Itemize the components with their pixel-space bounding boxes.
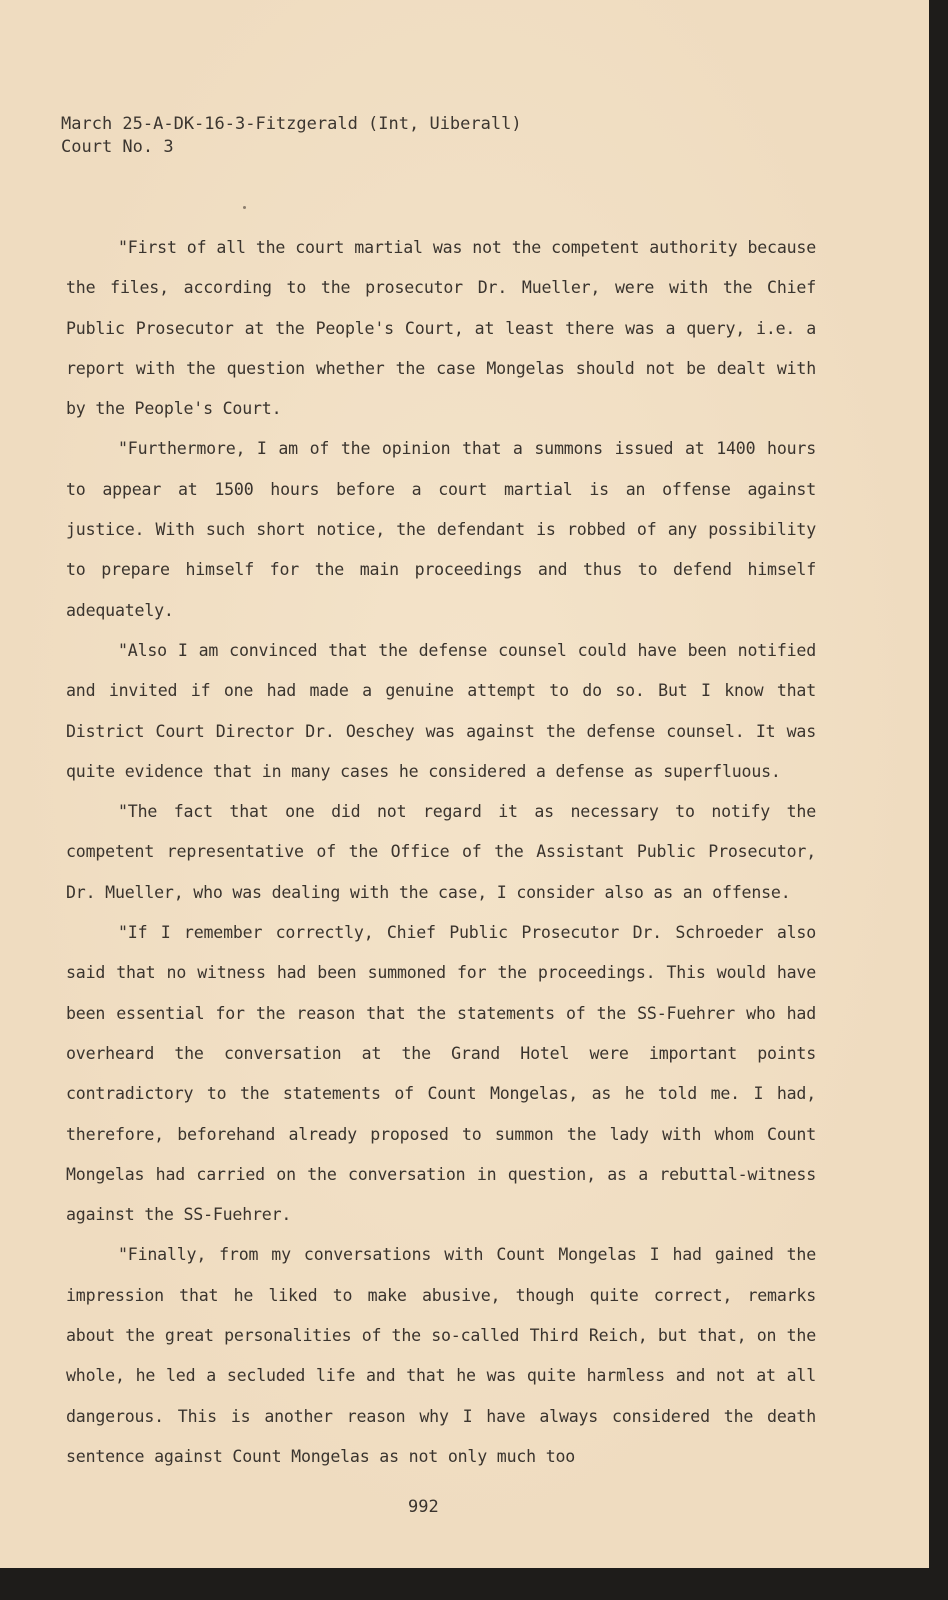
paper-mark xyxy=(243,206,246,209)
scan-edge-bottom xyxy=(0,1568,948,1600)
paragraph-defense-counsel: "Also I am convinced that the defense counsel could have been notified and invited if one had made a genuine attempt to do so. But I know that District Court Director Dr. Oeschey was against the defense counsel. It was quite evidence that in many cases he considered a defense as superfluous. xyxy=(66,640,816,781)
document-header xyxy=(61,113,522,159)
paragraph-impression: "Finally, from my conversations with Count Mongelas I had gained the impression that he liked to make abusive, though quite correct, remarks about the great personalities of the so-called Third Reich, but that, on the whole, he led a secluded life and that he was quite harmless and not at all dangerous. This is another reason why I have always considered the death sentence against Count Mongelas as not only much too xyxy=(66,1245,816,1466)
header-court-line: Court No. 3 xyxy=(61,137,174,157)
scan-edge-right xyxy=(929,0,948,1600)
paragraph-witness: "If I remember correctly, Chief Public Prosecutor Dr. Schroeder also said that no witness had been summoned for the proceedings. This would have been essential for the reason that the statements of the SS-Fuehrer who had overheard the conversation at the Grand Hotel were important points contradictory to the statements of Count Mongelas, as he told me. I had, therefore, beforehand already proposed to summon the lady with whom Count Mongelas had carried on the conversation in question, as a rebuttal-witness against the SS-Fuehrer. xyxy=(66,923,816,1225)
paragraph-competent-authority: "First of all the court martial was not the competent authority because the files, according to the prosecutor Dr. Mueller, were with the Chief Public Prosecutor at the People's Court, at least there was a query, i.e. a report with the question whether the case Mongelas should not be dealt with by the People's Court. xyxy=(66,238,816,419)
page-number: 992 xyxy=(408,1497,439,1517)
header-reference-line: March 25-A-DK-16-3-Fitzgerald (Int, Uiberall) xyxy=(61,114,522,134)
document-body xyxy=(66,228,816,1477)
paragraph-summons: "Furthermore, I am of the opinion that a summons issued at 1400 hours to appear at 1500 hours before a court martial is an offense against justice. With such short notice, the defendant is robbed of any possibility to prepare himself for the main proceedings and thus to defend himself adequately. xyxy=(66,439,816,620)
paragraph-public-prosecutor: "The fact that one did not regard it as necessary to notify the competent representative of the Office of the Assistant Public Prosecutor, Dr. Mueller, who was dealing with the case, I consider also as an offense. xyxy=(66,802,816,902)
